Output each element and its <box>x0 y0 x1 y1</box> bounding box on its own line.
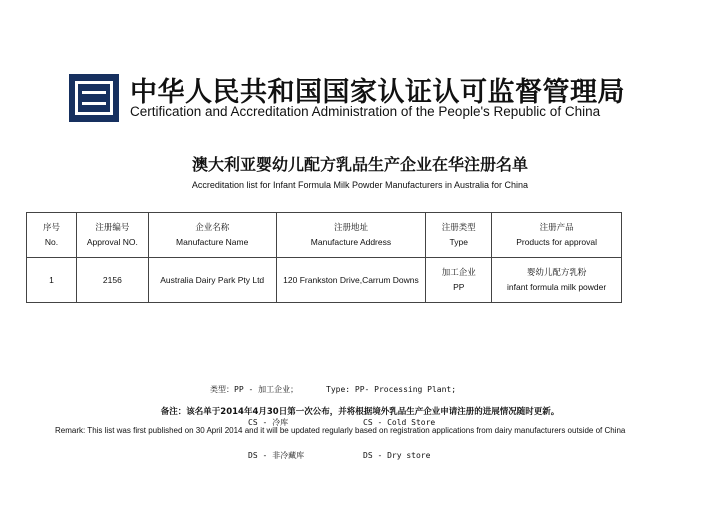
document-title-cn: 澳大利亚婴幼儿配方乳品生产企业在华注册名单 <box>191 155 528 174</box>
header-approval-en: Approval NO. <box>86 237 138 247</box>
accreditation-table <box>26 212 622 303</box>
document-title-en: Accreditation list for Infant Formula Milk Powder Manufacturers in Australia for China <box>191 180 529 190</box>
header-cell-name <box>148 213 276 258</box>
header-cell-no <box>27 213 77 258</box>
logo-frame <box>75 81 113 115</box>
header-products-en: Products for approval <box>516 237 597 247</box>
cell-type <box>426 258 492 303</box>
table-header-row <box>27 213 622 258</box>
remark-en: Remark: This list was first published on 30 April 2014 and it will be updated regularly based on registration applications from dairy manufacturers outside of China <box>55 426 626 435</box>
legend-en-pp: Type: PP- Processing Plant; <box>326 385 457 394</box>
cell-type-cn: 加工企业 <box>441 267 476 277</box>
header-name-cn: 企业名称 <box>195 222 230 232</box>
agency-name-cn: 中华人民共和国国家认证认可监督管理局 <box>130 77 625 108</box>
header-no-cn: 序号 <box>42 222 60 232</box>
header-address-en: Manufacture Address <box>310 237 392 247</box>
header-cell-products <box>492 213 622 258</box>
legend-en-ds: DS - Dry store <box>363 451 431 460</box>
note-cn: 备注：该名单于2014年4月30日第一次公布，并将根据境外乳品生产企业申请注册的进展情况随时更新。 <box>160 407 560 417</box>
legend-cn-cs: CS - 冷库 <box>248 418 289 427</box>
agency-name-en: Certification and Accreditation Administration of the People's Republic of China <box>130 104 601 119</box>
header-address-cn: 注册地址 <box>333 222 368 232</box>
type-legend-en <box>326 362 456 472</box>
cell-type-en: PP <box>453 282 465 292</box>
header-cell-approval <box>76 213 148 258</box>
legend-en-cs: CS - Cold Store <box>363 418 436 427</box>
cell-product-cn: 婴幼儿配方乳粉 <box>526 267 587 277</box>
logo-bar-bottom <box>82 102 106 105</box>
header-no-en: No. <box>44 237 59 247</box>
cell-no: 1 <box>27 258 77 303</box>
header-products-cn: 注册产品 <box>539 222 574 232</box>
header-cell-address <box>276 213 426 258</box>
table-row <box>27 258 622 303</box>
type-legend-cn <box>210 362 304 472</box>
cell-product <box>492 258 622 303</box>
header-name-en: Manufacture Name <box>176 237 249 247</box>
cell-approval: 2156 <box>76 258 148 303</box>
logo-bar-top <box>82 91 106 94</box>
legend-cn-pp: 类型：PP - 加工企业； <box>210 385 299 394</box>
header-cell-type <box>426 213 492 258</box>
cell-product-en: infant formula milk powder <box>506 282 607 292</box>
header-type-en: Type <box>449 237 468 247</box>
header-approval-cn: 注册编号 <box>95 222 130 232</box>
cell-name: Australia Dairy Park Pty Ltd <box>148 258 276 303</box>
legend-cn-ds: DS - 非冷藏库 <box>248 451 305 460</box>
cell-address: 120 Frankston Drive,Carrum Downs <box>276 258 426 303</box>
cnca-logo <box>69 74 119 122</box>
header-type-cn: 注册类型 <box>441 222 476 232</box>
